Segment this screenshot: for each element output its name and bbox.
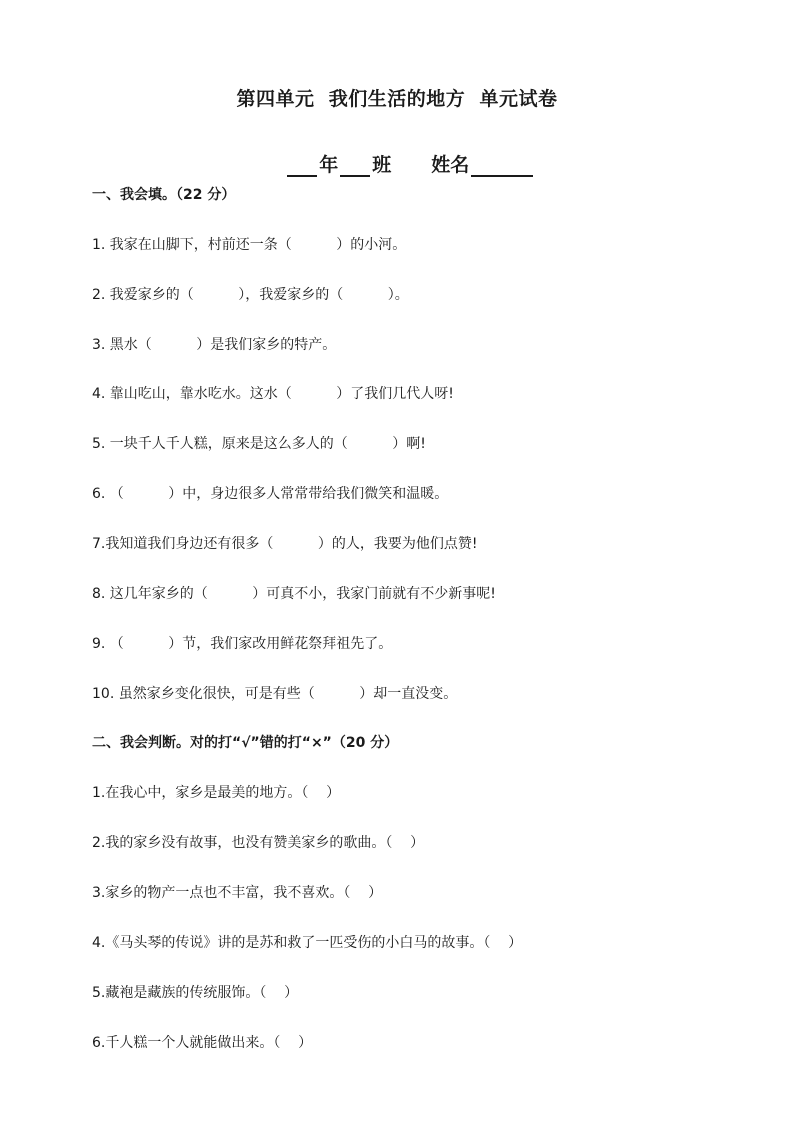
grade-blank [287,155,317,177]
judge-item-3: 3.家乡的物产一点也不丰富，我不喜欢。（ ） [92,885,383,901]
judge-item-6: 6.千人糕一个人就能做出来。（ ） [92,1035,313,1051]
fill-item-1: 1. 我家在山脚下，村前还一条（ ）的小河。 [92,237,407,253]
fill-item-6: 6. （ ）中，身边很多人常常带给我们微笑和温暖。 [92,486,449,502]
judge-item-1: 1.在我心中，家乡是最美的地方。（ ） [92,785,341,801]
judge-item-5: 5.藏袍是藏族的传统服饰。（ ） [92,985,299,1001]
fill-item-2: 2. 我爱家乡的（ ），我爱家乡的（ ）。 [92,287,409,303]
class-blank [340,155,370,177]
fill-item-8: 8. 这几年家乡的（ ）可真不小，我家门前就有不少新事呢! [92,586,496,602]
name-label: 姓名 [431,154,470,176]
judge-item-2: 2.我的家乡没有故事，也没有赞美家乡的歌曲。（ ） [92,835,425,851]
class-label: 班 [372,154,392,176]
name-blank [471,155,533,177]
fill-item-4: 4. 靠山吃山，靠水吃水。这水（ ）了我们几代人呀! [92,386,454,402]
page-title: 第四单元 我们生活的地方 单元试卷 [236,88,558,110]
fill-item-7: 7.我知道我们身边还有很多（ ）的人，我要为他们点赞! [92,536,478,552]
grade-label: 年 [319,154,339,176]
fill-item-10: 10. 虽然家乡变化很快，可是有些（ ）却一直没变。 [92,686,458,702]
section-1-heading: 一、我会填。（22 分） [92,187,236,203]
fill-item-9: 9. （ ）节，我们家改用鲜花祭拜祖先了。 [92,636,393,652]
judge-item-4: 4.《马头琴的传说》讲的是苏和救了一匹受伤的小白马的故事。（ ） [92,935,523,951]
fill-item-3: 3. 黑水（ ）是我们家乡的特产。 [92,337,337,353]
section-2-heading: 二、我会判断。对的打“√”错的打“×”（20 分） [92,735,399,751]
fill-item-5: 5. 一块千人千人糕，原来是这么多人的（ ）啊! [92,436,426,452]
